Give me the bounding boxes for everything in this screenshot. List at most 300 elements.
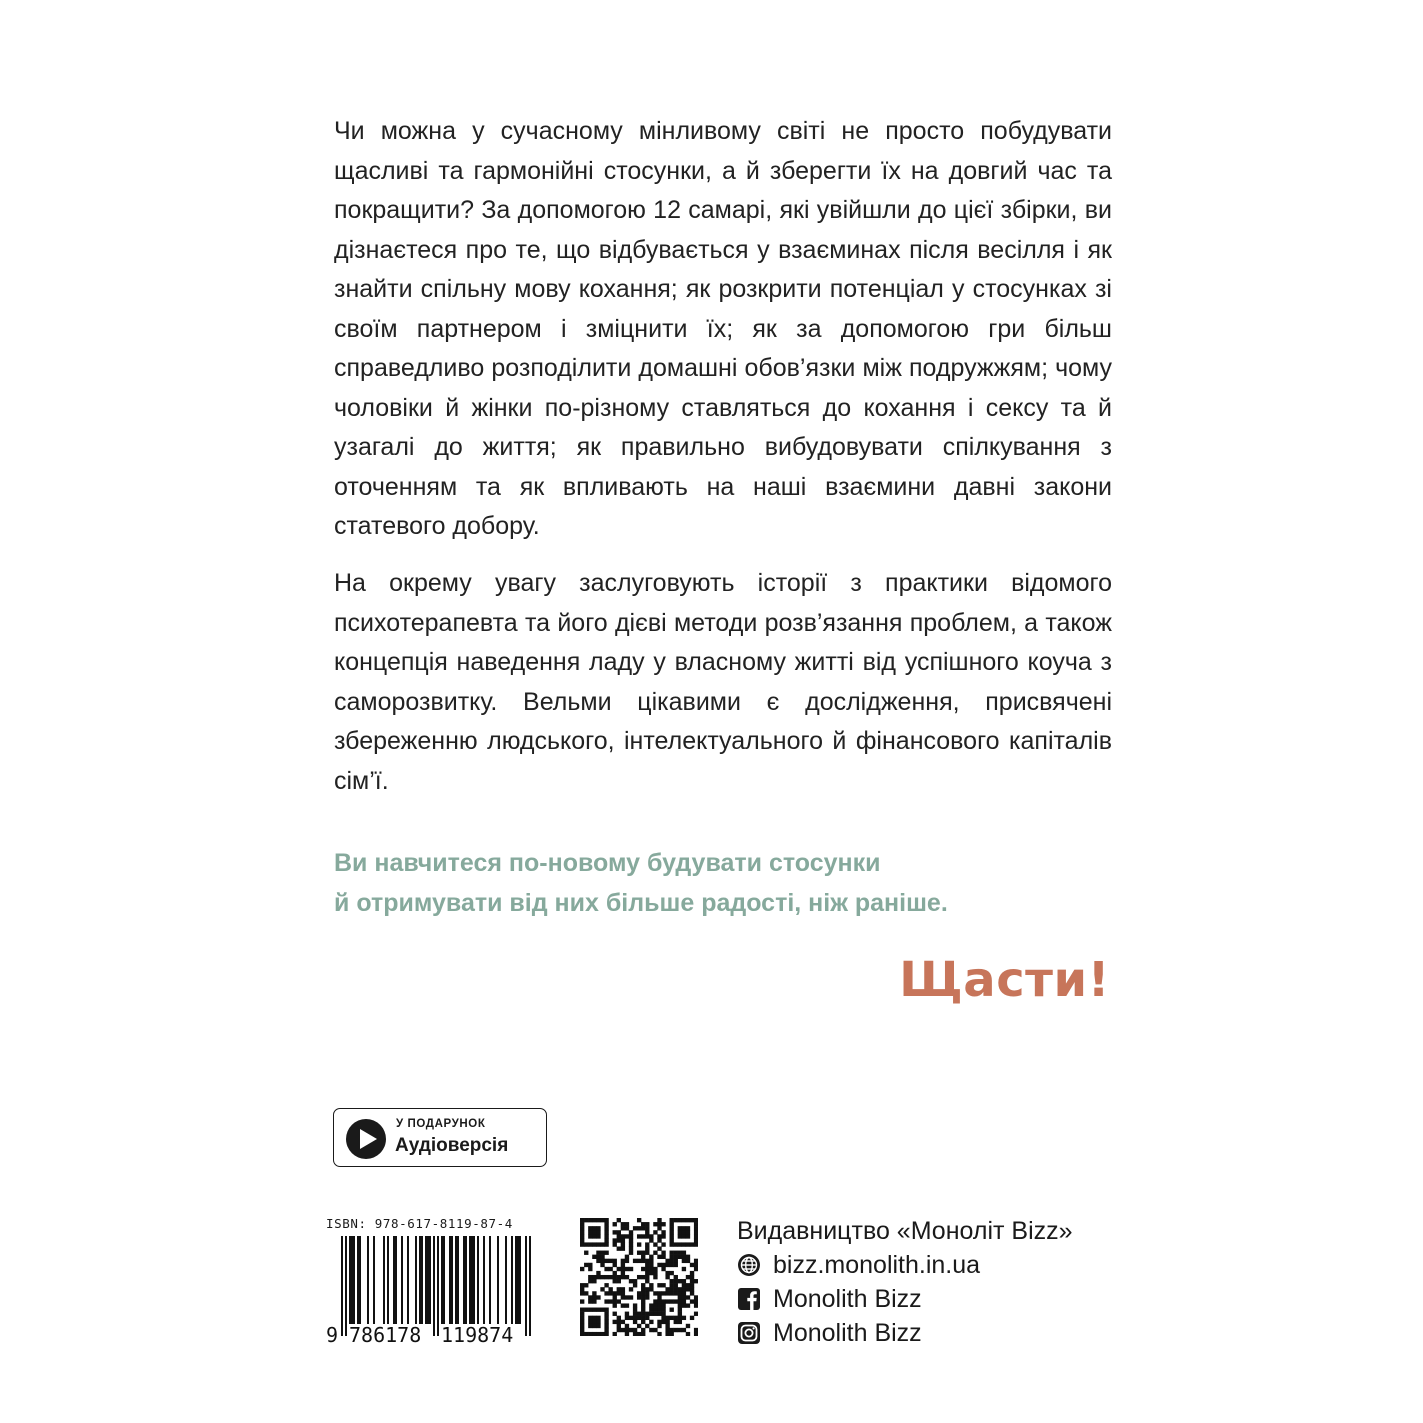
qr-module <box>584 1218 588 1222</box>
qr-module <box>694 1328 698 1332</box>
qr-module <box>617 1324 621 1328</box>
publisher-instagram[interactable]: Monolith Bizz <box>773 1318 922 1347</box>
qr-module <box>625 1312 629 1316</box>
globe-icon <box>737 1253 761 1277</box>
description-paragraph-1: Чи можна у сучасному мінливому світі не просто побудувати щасливі та гармонійні стосунки, а й зберегти їх на довгий час та покращити? За допомогою 12 самарі, які увійшли до цієї збірки, ви дізнаєтеся про те, що відбувається у взаєминах після весілля і як знайти спільну мову кохання; як розкрити потенціал у стосунках зі своїм партнером і зміцнити їх; як за допомогою гри більш справедливо розподілити домашні обов’язки між подружжям; чому чоловіки й жінки по-різному ставляться до кохання і сексу та й узагалі до життя; як правильно вибудовувати спілкування з оточенням та як впливають на наші взаємини давні закони статевого добору. <box>334 117 1112 540</box>
qr-module <box>657 1320 661 1324</box>
qr-module <box>592 1234 596 1238</box>
qr-module <box>674 1218 678 1222</box>
qr-module <box>661 1283 665 1287</box>
qr-module <box>596 1226 600 1230</box>
qr-module <box>670 1308 674 1312</box>
qr-module <box>621 1287 625 1291</box>
qr-module <box>596 1332 600 1336</box>
qr-module <box>670 1271 674 1275</box>
qr-module <box>645 1230 649 1234</box>
qr-module <box>694 1234 698 1238</box>
qr-module <box>694 1218 698 1222</box>
qr-module <box>600 1259 604 1263</box>
qr-module <box>678 1320 682 1324</box>
qr-module <box>580 1226 584 1230</box>
qr-module <box>670 1332 674 1336</box>
qr-module <box>621 1267 625 1271</box>
qr-module <box>657 1226 661 1230</box>
qr-module <box>653 1291 657 1295</box>
qr-module <box>645 1259 649 1263</box>
qr-module <box>686 1324 690 1328</box>
qr-module <box>645 1279 649 1283</box>
qr-module <box>665 1328 669 1332</box>
qr-module <box>641 1291 645 1295</box>
publisher-info <box>737 1214 1073 1350</box>
qr-module <box>678 1287 682 1291</box>
qr-module <box>580 1234 584 1238</box>
qr-module <box>674 1259 678 1263</box>
qr-module <box>625 1222 629 1226</box>
qr-module <box>678 1328 682 1332</box>
qr-module <box>694 1303 698 1307</box>
barcode-bar <box>341 1236 343 1336</box>
qr-module <box>665 1287 669 1291</box>
qr-module <box>613 1222 617 1226</box>
qr-module <box>657 1234 661 1238</box>
qr-module <box>629 1251 633 1255</box>
qr-module <box>600 1251 604 1255</box>
qr-module <box>653 1299 657 1303</box>
audio-gift-badge <box>333 1108 547 1167</box>
barcode-digits: 9 <box>326 1323 339 1346</box>
qr-module <box>592 1332 596 1336</box>
qr-module <box>641 1316 645 1320</box>
publisher-facebook[interactable]: Monolith Bizz <box>773 1284 922 1313</box>
qr-module <box>621 1234 625 1238</box>
qr-module <box>617 1275 621 1279</box>
qr-module <box>617 1246 621 1250</box>
qr-module <box>678 1316 682 1320</box>
audio-badge-caption: У ПОДАРУНОК <box>396 1118 486 1130</box>
qr-module <box>600 1263 604 1267</box>
qr-module <box>645 1251 649 1255</box>
qr-module <box>633 1259 637 1263</box>
qr-module <box>674 1316 678 1320</box>
qr-module <box>665 1275 669 1279</box>
barcode-bar <box>359 1236 361 1324</box>
qr-module <box>670 1218 674 1222</box>
qr-module <box>645 1287 649 1291</box>
qr-module <box>694 1263 698 1267</box>
qr-module <box>678 1295 682 1299</box>
qr-module <box>625 1234 629 1238</box>
qr-module <box>608 1291 612 1295</box>
qr-module <box>690 1275 694 1279</box>
qr-module <box>670 1287 674 1291</box>
qr-module <box>592 1291 596 1295</box>
qr-module <box>657 1295 661 1299</box>
qr-module <box>604 1291 608 1295</box>
qr-module <box>633 1303 637 1307</box>
qr-module <box>604 1332 608 1336</box>
qr-module <box>641 1287 645 1291</box>
qr-module <box>637 1259 641 1263</box>
qr-module <box>637 1251 641 1255</box>
qr-module <box>588 1242 592 1246</box>
qr-module <box>657 1246 661 1250</box>
barcode-bar <box>349 1236 351 1324</box>
barcode-bar <box>425 1236 427 1324</box>
qr-module <box>686 1255 690 1259</box>
qr-module <box>608 1259 612 1263</box>
qr-module <box>629 1328 633 1332</box>
qr-module <box>641 1295 645 1299</box>
qr-module <box>604 1259 608 1263</box>
qr-module <box>604 1226 608 1230</box>
qr-module <box>633 1312 637 1316</box>
qr-module <box>645 1226 649 1230</box>
qr-module <box>613 1271 617 1275</box>
qr-module <box>649 1267 653 1271</box>
qr-module <box>604 1328 608 1332</box>
qr-module <box>686 1259 690 1263</box>
qr-module <box>670 1242 674 1246</box>
qr-module <box>621 1295 625 1299</box>
qr-module <box>661 1291 665 1295</box>
publisher-name: Видавництво «Моноліт Bizz» <box>737 1217 1073 1245</box>
qr-module <box>657 1238 661 1242</box>
qr-module <box>645 1271 649 1275</box>
qr-module <box>665 1320 669 1324</box>
qr-module <box>621 1246 625 1250</box>
barcode-bar <box>529 1236 531 1336</box>
qr-module <box>670 1259 674 1263</box>
qr-module <box>657 1299 661 1303</box>
qr-module <box>686 1230 690 1234</box>
qr-module <box>588 1279 592 1283</box>
publisher-website[interactable]: bizz.monolith.in.ua <box>773 1250 981 1279</box>
qr-module <box>600 1242 604 1246</box>
qr-module <box>649 1255 653 1259</box>
qr-module <box>670 1328 674 1332</box>
qr-module <box>596 1308 600 1312</box>
qr-module <box>661 1316 665 1320</box>
qr-module <box>604 1324 608 1328</box>
qr-module <box>580 1332 584 1336</box>
barcode-bar <box>433 1236 435 1336</box>
qr-module <box>674 1255 678 1259</box>
qr-module <box>600 1287 604 1291</box>
qr-module <box>682 1226 686 1230</box>
qr-module <box>592 1279 596 1283</box>
qr-module <box>596 1275 600 1279</box>
qr-module <box>682 1291 686 1295</box>
qr-module <box>637 1312 641 1316</box>
qr-module <box>625 1255 629 1259</box>
barcode-bar <box>471 1236 473 1324</box>
qr-module <box>600 1332 604 1336</box>
qr-module <box>641 1275 645 1279</box>
qr-module <box>625 1259 629 1263</box>
qr-module <box>682 1303 686 1307</box>
qr-module <box>580 1230 584 1234</box>
barcode-bar <box>421 1236 423 1324</box>
qr-module <box>629 1316 633 1320</box>
qr-module <box>682 1299 686 1303</box>
qr-module <box>661 1320 665 1324</box>
qr-module <box>678 1218 682 1222</box>
audio-badge-title: Аудіоверсія <box>395 1135 509 1156</box>
qr-module <box>580 1218 584 1222</box>
barcode-bar <box>519 1236 521 1324</box>
barcode-bar <box>429 1236 431 1324</box>
qr-module <box>621 1271 625 1275</box>
qr-module <box>629 1230 633 1234</box>
barcode-bar <box>451 1236 453 1324</box>
qr-module <box>670 1234 674 1238</box>
qr-module <box>694 1238 698 1242</box>
play-icon <box>345 1118 387 1160</box>
barcode-bar <box>427 1236 429 1324</box>
qr-module <box>592 1226 596 1230</box>
qr-module <box>637 1226 641 1230</box>
qr-module <box>596 1218 600 1222</box>
qr-module <box>600 1255 604 1259</box>
qr-module <box>670 1291 674 1295</box>
qr-module <box>678 1234 682 1238</box>
qr-module <box>678 1308 682 1312</box>
qr-module <box>592 1230 596 1234</box>
qr-module <box>645 1267 649 1271</box>
qr-module <box>649 1238 653 1242</box>
qr-module <box>653 1242 657 1246</box>
qr-module <box>690 1242 694 1246</box>
qr-module <box>604 1299 608 1303</box>
barcode-digits: 119874 <box>441 1323 514 1346</box>
qr-module <box>604 1251 608 1255</box>
qr-module <box>608 1299 612 1303</box>
qr-module <box>580 1320 584 1324</box>
qr-module <box>584 1283 588 1287</box>
qr-module <box>682 1283 686 1287</box>
qr-module <box>637 1242 641 1246</box>
qr-module <box>621 1242 625 1246</box>
qr-module <box>588 1226 592 1230</box>
qr-module <box>604 1283 608 1287</box>
facebook-icon <box>737 1287 761 1311</box>
qr-module <box>670 1255 674 1259</box>
qr-module <box>629 1267 633 1271</box>
qr-module <box>645 1295 649 1299</box>
qr-module <box>694 1267 698 1271</box>
qr-module <box>670 1279 674 1283</box>
qr-module <box>686 1303 690 1307</box>
qr-module <box>588 1299 592 1303</box>
qr-module <box>637 1234 641 1238</box>
barcode-bar <box>465 1236 467 1324</box>
qr-module <box>633 1332 637 1336</box>
qr-module <box>629 1234 633 1238</box>
qr-module <box>661 1263 665 1267</box>
qr-module <box>678 1251 682 1255</box>
qr-module <box>694 1259 698 1263</box>
qr-module <box>641 1320 645 1324</box>
qr-module <box>629 1279 633 1283</box>
qr-module <box>584 1251 588 1255</box>
qr-module <box>694 1312 698 1316</box>
qr-module <box>617 1316 621 1320</box>
barcode-bar <box>457 1236 459 1324</box>
qr-module <box>690 1299 694 1303</box>
qr-module <box>580 1291 584 1295</box>
qr-module <box>661 1303 665 1307</box>
qr-module <box>613 1238 617 1242</box>
qr-module <box>588 1263 592 1267</box>
qr-module <box>657 1222 661 1226</box>
qr-module <box>694 1332 698 1336</box>
qr-module <box>653 1271 657 1275</box>
qr-module <box>641 1234 645 1238</box>
qr-module <box>613 1263 617 1267</box>
qr-module <box>641 1251 645 1255</box>
qr-module <box>686 1218 690 1222</box>
qr-module <box>678 1303 682 1307</box>
qr-module <box>629 1295 633 1299</box>
qr-module <box>588 1267 592 1271</box>
qr-module <box>682 1316 686 1320</box>
qr-module <box>678 1279 682 1283</box>
qr-module <box>682 1218 686 1222</box>
qr-module <box>678 1230 682 1234</box>
qr-module <box>604 1275 608 1279</box>
qr-module <box>621 1328 625 1332</box>
qr-module <box>588 1324 592 1328</box>
qr-module <box>596 1242 600 1246</box>
qr-module <box>588 1316 592 1320</box>
qr-module <box>645 1242 649 1246</box>
qr-module <box>661 1242 665 1246</box>
qr-module <box>682 1234 686 1238</box>
qr-module <box>670 1299 674 1303</box>
qr-module <box>641 1222 645 1226</box>
qr-module <box>661 1222 665 1226</box>
qr-module <box>584 1242 588 1246</box>
qr-module <box>580 1299 584 1303</box>
qr-module <box>653 1251 657 1255</box>
qr-module <box>592 1316 596 1320</box>
qr-module <box>674 1279 678 1283</box>
qr-module <box>678 1226 682 1230</box>
qr-module <box>690 1316 694 1320</box>
qr-module <box>588 1230 592 1234</box>
qr-module <box>670 1316 674 1320</box>
qr-module <box>686 1287 690 1291</box>
qr-module <box>661 1267 665 1271</box>
qr-module <box>661 1312 665 1316</box>
qr-module <box>613 1332 617 1336</box>
qr-module <box>665 1259 669 1263</box>
barcode-bar <box>387 1236 389 1324</box>
qr-module <box>657 1291 661 1295</box>
qr-module <box>682 1230 686 1234</box>
qr-module <box>637 1316 641 1320</box>
qr-module <box>657 1303 661 1307</box>
qr-module <box>613 1320 617 1324</box>
qr-module <box>604 1234 608 1238</box>
qr-module <box>657 1308 661 1312</box>
barcode-bar <box>415 1236 417 1324</box>
qr-module <box>649 1283 653 1287</box>
qr-module <box>686 1283 690 1287</box>
qr-module <box>694 1279 698 1283</box>
qr-module <box>580 1316 584 1320</box>
qr-module <box>621 1259 625 1263</box>
qr-module <box>649 1259 653 1263</box>
qr-module <box>633 1226 637 1230</box>
qr-module <box>641 1312 645 1316</box>
qr-module <box>600 1218 604 1222</box>
qr-module <box>674 1299 678 1303</box>
qr-module <box>645 1246 649 1250</box>
qr-module <box>621 1291 625 1295</box>
qr-module <box>690 1287 694 1291</box>
qr-module <box>580 1287 584 1291</box>
qr-module <box>613 1295 617 1299</box>
qr-module <box>596 1271 600 1275</box>
qr-module <box>670 1226 674 1230</box>
qr-module <box>633 1279 637 1283</box>
qr-module <box>613 1242 617 1246</box>
qr-module <box>625 1275 629 1279</box>
qr-module <box>592 1295 596 1299</box>
qr-module <box>604 1230 608 1234</box>
qr-module <box>596 1320 600 1324</box>
qr-module <box>621 1263 625 1267</box>
barcode-bar <box>437 1236 439 1336</box>
qr-module <box>596 1259 600 1263</box>
qr-module <box>649 1320 653 1324</box>
wish-text: Щасти! <box>899 952 1110 1008</box>
qr-module <box>678 1299 682 1303</box>
qr-module <box>694 1242 698 1246</box>
qr-module <box>682 1287 686 1291</box>
qr-module <box>625 1328 629 1332</box>
qr-module <box>629 1242 633 1246</box>
qr-module <box>617 1291 621 1295</box>
qr-module <box>661 1230 665 1234</box>
barcode-bar <box>463 1236 465 1324</box>
barcode-bar <box>489 1236 491 1324</box>
qr-module <box>584 1332 588 1336</box>
qr-module <box>613 1279 617 1283</box>
qr-module <box>613 1299 617 1303</box>
qr-module <box>613 1230 617 1234</box>
qr-module <box>686 1295 690 1299</box>
qr-module <box>674 1291 678 1295</box>
qr-module <box>694 1299 698 1303</box>
qr-module <box>596 1230 600 1234</box>
qr-module <box>617 1238 621 1242</box>
qr-module <box>580 1242 584 1246</box>
qr-module <box>657 1324 661 1328</box>
qr-module <box>613 1259 617 1263</box>
qr-module <box>665 1332 669 1336</box>
qr-module <box>674 1251 678 1255</box>
qr-module <box>596 1255 600 1259</box>
qr-module <box>690 1283 694 1287</box>
qr-module <box>596 1234 600 1238</box>
qr-module <box>645 1275 649 1279</box>
qr-module <box>604 1312 608 1316</box>
qr-module <box>613 1303 617 1307</box>
qr-module <box>690 1218 694 1222</box>
